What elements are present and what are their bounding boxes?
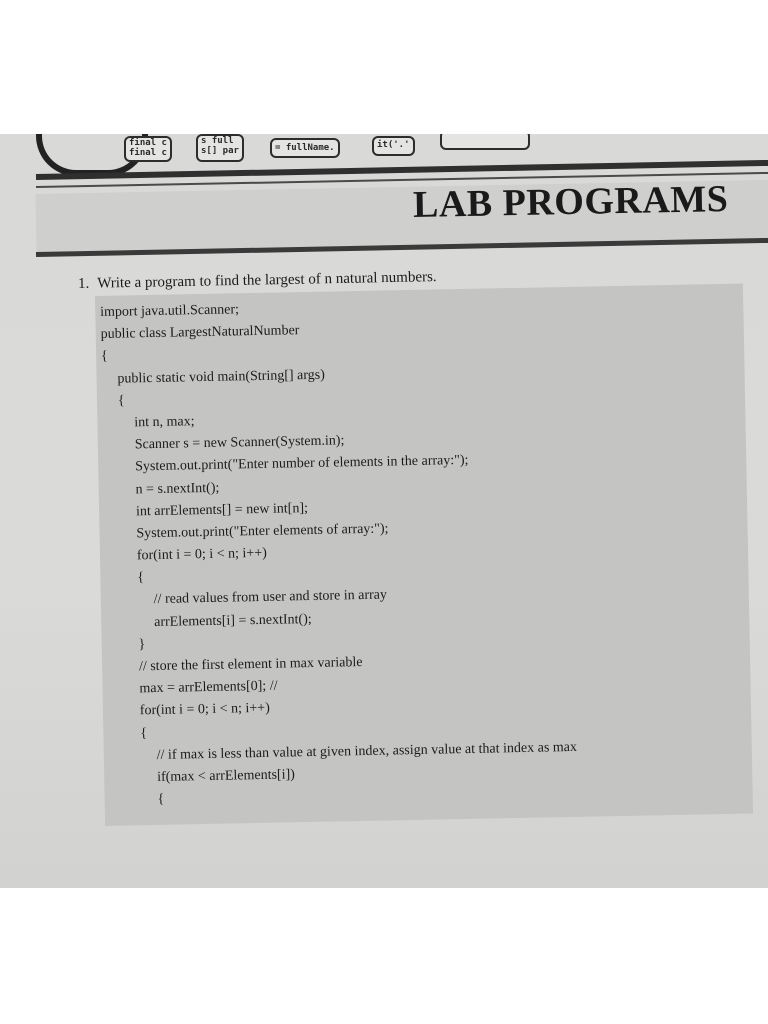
code-line: // read values from user and store in array [153, 587, 388, 608]
code-line: if(max < arrElements[i]) [156, 767, 295, 785]
code-line: import java.util.Scanner; [100, 302, 240, 320]
code-line: arrElements[i] = s.nextInt(); [154, 611, 312, 630]
question-text: Write a program to find the largest of n natural numbers. [97, 269, 437, 292]
code-line: int n, max; [134, 414, 195, 431]
code-line: max = arrElements[0]; // [139, 678, 278, 697]
header-snippet: = fullName. [270, 138, 340, 158]
header-snippet: s full s[] par [196, 134, 244, 162]
code-line: System.out.print("Enter number of elements in the array:"); [135, 453, 469, 475]
header-snippet: final c final c [124, 136, 172, 162]
code-line: // if max is less than value at given index, assign value at that index as max [156, 739, 578, 763]
header-snippet: it('.' [372, 136, 415, 156]
code-line: for(int i = 0; i < n; i++) [139, 701, 270, 719]
code-line: for(int i = 0; i < n; i++) [136, 545, 267, 564]
book-page-photo [0, 134, 768, 888]
code-line: { [157, 791, 165, 808]
code-line: } [138, 637, 146, 653]
code-line: public static void main(String[] args) [117, 367, 325, 387]
question-heading [78, 269, 437, 293]
code-line: int arrElements[] = new int[n]; [135, 500, 309, 520]
header-snippet-box [440, 134, 530, 150]
page-title: LAB PROGRAMS [412, 177, 729, 227]
code-line: { [137, 570, 145, 586]
code-line: // store the first element in max variable [138, 655, 363, 675]
code-line: Scanner s = new Scanner(System.in); [134, 433, 345, 453]
code-line: n = s.nextInt(); [135, 480, 220, 497]
code-line: { [140, 725, 148, 741]
code-line: { [117, 393, 125, 409]
question-number: 1. [77, 275, 90, 292]
code-line: { [100, 349, 108, 365]
code-line: public class LargestNaturalNumber [100, 323, 300, 343]
code-line: System.out.print("Enter elements of array:"); [136, 521, 389, 542]
code-block [100, 293, 578, 812]
